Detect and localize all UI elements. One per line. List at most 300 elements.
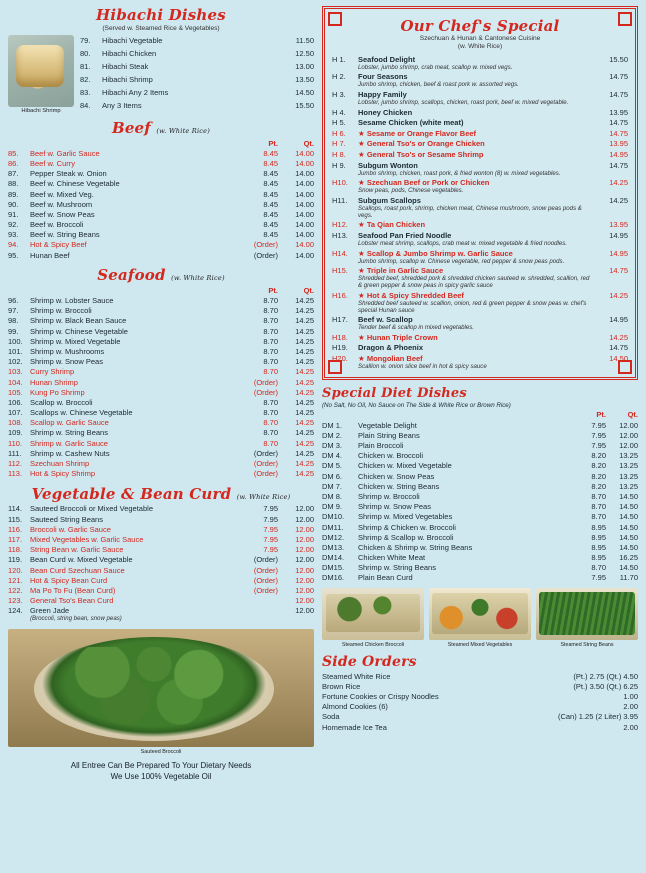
item-name: Beef w. Curry [30,158,76,168]
item-number: DM 2. [322,430,343,440]
table-row [332,248,628,266]
item-price: 14.50 [609,354,628,364]
table-row [322,532,638,542]
spicy-star-icon: ★ [358,290,365,300]
item-number: 101. [8,346,23,356]
item-price-pt: 8.20 [591,471,606,481]
item-name: Shrimp & Chicken w. Broccoli [358,522,456,532]
item-price-pt: 8.95 [591,532,606,542]
item-price-pt: 8.70 [263,408,278,418]
item-price-qt: 12.00 [295,575,314,585]
item-price-pt: 8.70 [591,512,606,522]
seafood-title [8,266,314,284]
item-number: 103. [8,367,23,377]
photo-caption: Steamed Mixed Vegetables [447,642,513,649]
item-price-pt: 7.95 [263,545,278,555]
item-number: DM 8. [322,491,343,501]
item-name: Hot & Spicy Beef [30,240,87,250]
corner-ornament-icon [328,360,342,374]
chef-special-box [322,6,638,380]
item-name: Hot & Spicy Bean Curd [30,575,108,585]
item-number: 107. [8,408,23,418]
item-name: Shrimp w. Mushrooms [30,346,105,356]
item-number: H15. [332,266,348,276]
column-headers [322,410,638,420]
corner-ornament-icon [618,12,632,26]
col-pt: Pt. [596,410,606,420]
table-row [8,148,314,158]
photo-steamed-string-beans [536,588,638,648]
item-name-cell [358,128,594,139]
item-price-pt: (Order) [253,377,278,387]
item-name: Mixed Vegetables w. Garlic Sauce [30,534,144,544]
item-price-pt: 8.70 [263,336,278,346]
item-price-pt: 8.70 [263,316,278,326]
item-price-qt: 14.25 [295,296,314,306]
item-number: 95. [8,250,19,260]
item-name: Plain String Beans [358,430,420,440]
table-row [322,522,638,532]
item-name: Triple in Garlic Sauce [366,266,444,276]
item-name: Bean Curd Szechuan Sauce [30,565,125,575]
table-row [332,107,628,118]
item-price: 14.25 [609,332,628,342]
photo-steamed-chicken-broccoli [322,588,424,648]
table-row [80,74,314,87]
beef-whiterice-note: (w. White Rice) [156,127,211,135]
item-price-qt: 14.25 [295,397,314,407]
table-row [8,306,314,316]
item-description: Scallion w. onion slice beef in hot & spicy sauce [358,363,487,371]
item-description: Jumbo shrimp, scallop w. Chinese vegetable, red pepper & snow peas pods. [358,257,565,265]
item-number: DM16. [322,573,345,583]
table-row [8,199,314,209]
seafood-title-text: Seafood [97,266,166,285]
vegetable-table [8,504,314,623]
item-number: 99. [8,326,19,336]
table-row [8,534,314,544]
col-pt: Pt. [268,285,278,295]
item-price-pt: 7.95 [591,430,606,440]
table-row [322,573,638,583]
item-number-cell [332,128,358,139]
item-number: 123. [8,596,23,606]
item-price-qt: 14.25 [295,459,314,469]
table-row [80,35,314,48]
item-number: 114. [8,504,23,514]
item-number: DM 1. [322,420,343,430]
chef-subtitle-1: Szechuan & Hunan & Cantonese Cuisine [419,35,541,42]
item-number: H11. [332,195,348,205]
item-price-qt: 14.00 [295,148,314,158]
table-row [332,220,628,231]
table-row [8,596,314,606]
spicy-star-icon: ★ [358,139,365,149]
table-row [322,420,638,430]
item-name: Shrimp w. Chinese Vegetable [30,326,128,336]
item-name-cell [30,606,244,623]
item-number: 83. [80,88,91,98]
table-row [8,367,314,377]
item-price-qt: 14.00 [295,230,314,240]
item-name: Mongolian Beef [366,354,423,364]
item-number: DM10. [322,512,345,522]
item-price: 15.50 [609,54,628,64]
item-description: Scallops, roast pork, shrimp, chicken meat, Chinese mushroom, snow peas pods & vegs. [358,204,582,219]
item-name: General Tso's Bean Curd [30,596,114,606]
spicy-star-icon: ★ [358,332,365,342]
table-row [8,504,314,514]
item-number: H 1. [332,54,346,64]
table-row [322,430,638,440]
chef-subtitle-2: (w. White Rice) [457,43,503,50]
table-row [8,585,314,595]
table-row [332,353,628,371]
diet-subtitle-text: (No Salt, No Oil, No Sauce on The Side & White Rice or Brown Rice) [322,401,511,409]
item-price-qt: 12.00 [619,430,638,440]
item-number: 98. [8,316,19,326]
item-description: Jumbo shrimp, chicken, beef & roast pork w. assorted vegs. [358,81,519,89]
item-number: H 7. [332,139,346,149]
table-row [332,332,628,343]
table-row [322,553,638,563]
item-price-pt: 8.45 [263,199,278,209]
item-name: Soda [322,712,340,722]
table-row [332,72,628,90]
item-number: H 4. [332,107,346,117]
item-name-cell [358,160,594,178]
item-name: Sauteed Broccoli or Mixed Vegetable [30,504,153,514]
item-price: 14.95 [609,315,628,325]
spicy-star-icon: ★ [358,128,365,138]
item-name: General Tso's or Orange Chicken [366,139,485,149]
item-description: Shredded beef, shredded pork & shredded chicken sauteed w. shredded, scallion, red & green pepper & snow peas in spicy garlic sauce [358,275,590,290]
item-number: H13. [332,230,348,240]
item-price-qt: 14.25 [295,336,314,346]
item-name: Chicken w. Broccoli [358,451,424,461]
hibachi-subtitle: (Served w. Steamed Rice & Vegetables) [102,25,220,32]
table-row [8,240,314,250]
item-number: H17. [332,315,348,325]
item-price-pt: 8.45 [263,179,278,189]
item-price-qt: 14.50 [619,532,638,542]
item-number: 122. [8,585,23,595]
beef-title [8,119,314,137]
item-number: 109. [8,428,23,438]
item-name: Hot & Spicy Shredded Beef [366,290,464,300]
item-number: 84. [80,101,91,111]
item-name: Ma Po To Fu (Bean Curd) [30,585,116,595]
item-number: 113. [8,469,23,479]
col-qt: Qt. [627,410,638,420]
item-price-pt: (Order) [253,240,278,250]
item-number: H19. [332,343,348,353]
item-price: 13.95 [609,220,628,230]
item-name: Dragon & Phoenix [358,343,424,353]
item-number: 89. [8,189,19,199]
item-price: 14.95 [609,230,628,240]
spicy-star-icon: ★ [358,354,365,364]
hibachi-photo-caption: Hibachi Shrimp [21,108,61,114]
item-price-pt: 8.45 [263,169,278,179]
item-price-qt: 14.25 [295,448,314,458]
item-price-qt: 12.00 [295,524,314,534]
item-number: 104. [8,377,23,387]
item-price-qt: 14.25 [295,418,314,428]
item-number: 93. [8,230,19,240]
item-number: 110. [8,438,23,448]
item-name: Hot & Spicy Shrimp [30,469,96,479]
item-price-pt: 8.20 [591,481,606,491]
item-price-qt: 14.00 [295,179,314,189]
table-row [332,117,628,128]
item-price-pt: 7.95 [263,514,278,524]
item-price-pt: (Order) [253,469,278,479]
item-number: 106. [8,397,23,407]
item-name: Homemade Ice Tea [322,722,387,732]
item-price-pt: 7.95 [591,573,606,583]
item-price-qt: 14.00 [295,169,314,179]
col-qt: Qt. [303,138,314,148]
item-name: Beef w. Chinese Vegetable [30,179,120,189]
item-number: 86. [8,158,19,168]
photo-steamed-mixed-vegetables [429,588,531,648]
table-row [322,563,638,573]
item-number: 116. [8,524,23,534]
item-price-qt: 16.25 [619,553,638,563]
item-price-pt: (Order) [253,555,278,565]
item-price-qt: 13.25 [619,481,638,491]
item-name: Shrimp w. Mixed Vegetables [358,512,453,522]
table-row [8,295,314,305]
spicy-star-icon: ★ [358,178,365,188]
item-price-qt: 14.50 [619,542,638,552]
item-description: Lobster, jumbo shrimp, scallops, chicken, roast pork, beef w. mixed vegetable. [358,98,569,106]
table-row [80,101,314,114]
hibachi-title: Hibachi Dishes [96,6,226,24]
item-price-pt: 8.70 [263,346,278,356]
item-price-pt: 8.70 [263,367,278,377]
table-row [8,524,314,534]
item-name: Four Seasons [358,72,408,82]
item-number: 82. [80,75,91,85]
item-price-pt: 8.95 [591,553,606,563]
table-row [332,290,628,315]
table-row [80,88,314,101]
item-name: Scallops w. Chinese Vegetable [30,408,133,418]
table-row [8,169,314,179]
item-name: Szechuan Shrimp [30,459,90,469]
corner-ornament-icon [618,360,632,374]
item-name: Any 3 Items [102,101,142,111]
table-row [332,315,628,333]
item-price: (Pt.) 2.75 (Qt.) 4.50 [573,671,638,681]
item-name: Curry Shrimp [30,367,75,377]
item-price-pt: (Order) [253,459,278,469]
item-name-cell [358,89,594,107]
item-price-pt: 8.70 [591,491,606,501]
item-price-qt: 12.00 [619,420,638,430]
diet-table [322,410,638,583]
hibachi-shrimp-photo [8,35,74,107]
item-name-cell [358,265,594,290]
column-headers [8,138,314,148]
item-name: Scallop w. Garlic Sauce [30,418,109,428]
item-price-pt: 8.70 [263,428,278,438]
table-row [8,189,314,199]
item-number: 94. [8,240,19,250]
item-number: 118. [8,545,23,555]
item-number: DM15. [322,563,345,573]
item-price-pt [244,606,278,623]
table-row [322,471,638,481]
table-row [8,346,314,356]
item-price-qt: 14.00 [295,250,314,260]
item-name: Steamed White Rice [322,671,391,681]
table-row [332,54,628,72]
item-price: 13.95 [609,139,628,149]
item-price: 14.25 [609,195,628,205]
item-name: Ta Qian Chicken [366,220,426,230]
sauteed-broccoli-photo [8,629,314,747]
item-name: Chicken w. Snow Peas [358,471,435,481]
item-name-cell [358,107,594,118]
item-number: 91. [8,209,19,219]
table-row [332,139,628,150]
item-price-pt: 7.95 [263,504,278,514]
table-row [332,160,628,178]
item-price-pt: 7.95 [263,534,278,544]
item-price-qt: 14.25 [295,387,314,397]
table-row [8,565,314,575]
item-name: Shrimp w. Broccoli [30,306,92,316]
item-name: Green Jade [30,606,70,616]
item-name: Hunan Shrimp [30,377,78,387]
item-price-qt: 14.00 [295,189,314,199]
vegetable-title [8,485,314,503]
item-name: Chicken w. Mixed Vegetable [358,461,452,471]
item-name: Almond Cookies (6) [322,702,388,712]
item-number: DM14. [322,553,345,563]
table-row [8,514,314,524]
item-price-qt: 14.25 [295,428,314,438]
item-price: 2.00 [623,702,638,712]
footer-note [8,761,314,783]
item-name-cell [358,353,594,371]
item-price-pt: 8.70 [263,306,278,316]
item-price: 14.95 [609,149,628,159]
item-description: Shredded beef sauteed w. scallion, onion, red & green pepper & snow peas w. chef's special Hunan sauce [358,299,587,314]
item-description: (Broccoli, string bean, snow peas) [30,615,122,623]
item-name: Beef w. Snow Peas [30,209,95,219]
item-name: Hunan Beef [30,250,70,260]
item-price-qt: 13.25 [619,451,638,461]
item-number: DM 5. [322,461,343,471]
item-number: DM11. [322,522,344,532]
item-name-cell [358,343,594,354]
diet-title: Special Diet Dishes [322,385,467,401]
item-number: DM 9. [322,502,343,512]
item-price-pt: 7.95 [591,441,606,451]
item-price-qt: 14.50 [619,512,638,522]
item-number: DM 7. [322,481,343,491]
item-name-cell [358,315,594,333]
table-row [8,209,314,219]
item-name: Pepper Steak w. Onion [30,169,107,179]
item-price-qt: 12.00 [295,585,314,595]
item-name: String Bean w. Garlic Sauce [30,545,124,555]
table-row [332,89,628,107]
item-price-qt: 14.25 [295,377,314,387]
item-price-pt: 8.45 [263,220,278,230]
broccoli-photo-caption: Sauteed Broccoli [140,748,182,755]
table-row [8,158,314,168]
item-price-qt: 12.00 [619,441,638,451]
item-name-cell [358,149,594,160]
item-price: 14.75 [609,89,628,99]
item-price: 14.95 [609,248,628,258]
table-row [322,722,638,732]
item-name-cell [358,195,594,220]
table-row [8,448,314,458]
item-number: DM 4. [322,451,343,461]
item-price-pt: 8.70 [263,397,278,407]
item-number: 112. [8,459,23,469]
item-name-cell [358,230,594,248]
table-row [8,316,314,326]
item-name: Scallop & Jumbo Shrimp w. Garlic Sauce [366,248,513,258]
item-price-qt: 12.00 [295,514,314,524]
item-name: Sesame or Orange Flavor Beef [366,128,477,138]
diet-subtitle [322,402,638,409]
item-price-qt: 12.00 [295,545,314,555]
table-row [80,48,314,61]
item-price-pt: 8.70 [263,357,278,367]
item-name: Shrimp w. Mixed Vegetable [30,336,121,346]
item-description: Lobster, jumbo shrimp, crab meat, scallop w. mixed vegs. [358,63,513,71]
item-number: 105. [8,387,23,397]
item-name-cell [358,117,594,128]
item-price: (Can) 1.25 (2 Liter) 3.95 [557,712,638,722]
item-price-qt: 12.00 [295,606,314,616]
item-name: Beef w. Mushroom [30,199,93,209]
item-price: 12.50 [295,48,314,58]
table-row [322,481,638,491]
item-name: Beef w. Mixed Veg. [30,189,94,199]
item-number: DM 3. [322,441,343,451]
item-name-cell [358,72,594,90]
item-price-pt: 8.20 [591,461,606,471]
item-price-pt: 8.70 [263,296,278,306]
item-number: 79. [80,35,91,45]
item-price: 13.00 [295,61,314,71]
item-name-cell [358,248,594,266]
item-price: 2.00 [623,722,638,732]
item-name: Hibachi Vegetable [102,35,163,45]
table-row [8,438,314,448]
item-price-qt: 12.00 [295,555,314,565]
right-column [322,6,638,732]
table-row [322,451,638,461]
item-number: 108. [8,418,23,428]
table-row [8,408,314,418]
item-number: 81. [80,61,91,71]
item-name: Shrimp & Scallop w. Broccoli [358,532,454,542]
item-price-pt: 7.95 [591,420,606,430]
item-number: 88. [8,179,19,189]
item-description: Snow peas, pods, Chinese vegetables. [358,187,464,195]
item-price-qt: 14.25 [295,469,314,479]
